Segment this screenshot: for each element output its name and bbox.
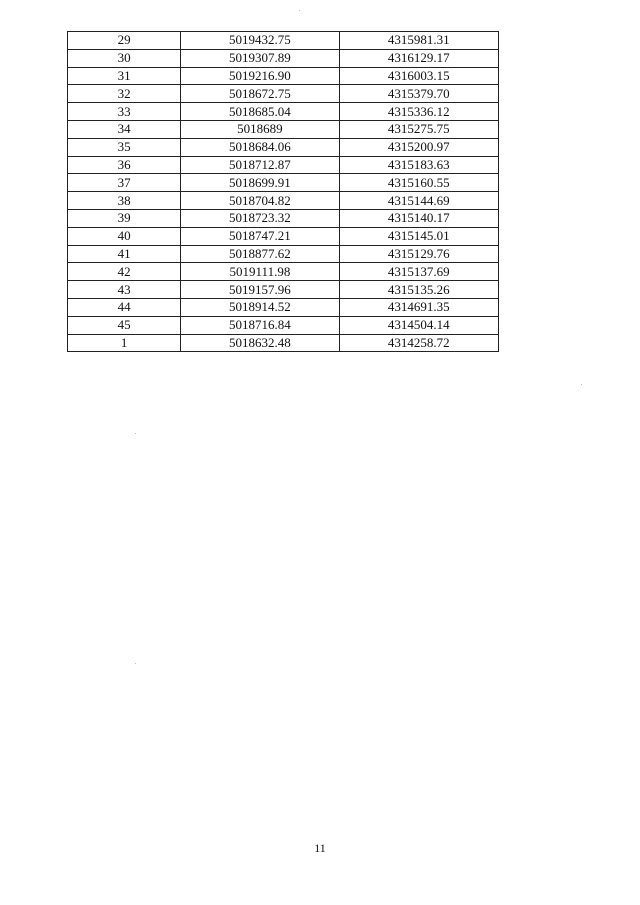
coordinates-table — [67, 31, 499, 352]
point-number-cell: 40 — [68, 227, 181, 245]
point-number-cell: 1 — [68, 334, 181, 352]
point-number-cell: 37 — [68, 174, 181, 192]
table-row — [68, 192, 499, 210]
x-coordinate-cell: 5018685.04 — [181, 103, 339, 121]
x-coordinate-cell: 5018672.75 — [181, 85, 339, 103]
table-row — [68, 49, 499, 67]
table-row — [68, 120, 499, 138]
table-row — [68, 316, 499, 334]
point-number-cell: 45 — [68, 316, 181, 334]
scan-speck — [135, 663, 136, 664]
table-row — [68, 32, 499, 50]
table-row — [68, 156, 499, 174]
x-coordinate-cell: 5018723.32 — [181, 209, 339, 227]
y-coordinate-cell: 4315135.26 — [339, 281, 498, 299]
y-coordinate-cell: 4316129.17 — [339, 49, 498, 67]
point-number-cell: 42 — [68, 263, 181, 281]
y-coordinate-cell: 4315160.55 — [339, 174, 498, 192]
scan-speck — [299, 10, 300, 11]
y-coordinate-cell: 4315140.17 — [339, 209, 498, 227]
table-row — [68, 174, 499, 192]
y-coordinate-cell: 4315200.97 — [339, 138, 498, 156]
point-number-cell: 31 — [68, 67, 181, 85]
x-coordinate-cell: 5018716.84 — [181, 316, 339, 334]
table-row — [68, 334, 499, 352]
page-number: 11 — [314, 841, 326, 855]
table-row — [68, 245, 499, 263]
table-row — [68, 298, 499, 316]
x-coordinate-cell: 5019157.96 — [181, 281, 339, 299]
scan-speck — [135, 433, 136, 434]
y-coordinate-cell: 4315275.75 — [339, 120, 498, 138]
coordinates-table-body — [68, 32, 499, 352]
x-coordinate-cell: 5019216.90 — [181, 67, 339, 85]
point-number-cell: 32 — [68, 85, 181, 103]
x-coordinate-cell: 5018632.48 — [181, 334, 339, 352]
table-row — [68, 209, 499, 227]
x-coordinate-cell: 5018684.06 — [181, 138, 339, 156]
scan-speck — [581, 384, 582, 385]
x-coordinate-cell: 5018914.52 — [181, 298, 339, 316]
point-number-cell: 35 — [68, 138, 181, 156]
x-coordinate-cell: 5018689 — [181, 120, 339, 138]
table-row — [68, 263, 499, 281]
x-coordinate-cell: 5019307.89 — [181, 49, 339, 67]
x-coordinate-cell: 5018704.82 — [181, 192, 339, 210]
x-coordinate-cell: 5018699.91 — [181, 174, 339, 192]
table-row — [68, 103, 499, 121]
y-coordinate-cell: 4316003.15 — [339, 67, 498, 85]
y-coordinate-cell: 4315981.31 — [339, 32, 498, 50]
y-coordinate-cell: 4315379.70 — [339, 85, 498, 103]
y-coordinate-cell: 4315145.01 — [339, 227, 498, 245]
table-row — [68, 67, 499, 85]
point-number-cell: 29 — [68, 32, 181, 50]
point-number-cell: 33 — [68, 103, 181, 121]
point-number-cell: 36 — [68, 156, 181, 174]
table-row — [68, 138, 499, 156]
y-coordinate-cell: 4315137.69 — [339, 263, 498, 281]
point-number-cell: 38 — [68, 192, 181, 210]
point-number-cell: 43 — [68, 281, 181, 299]
y-coordinate-cell: 4315129.76 — [339, 245, 498, 263]
x-coordinate-cell: 5018712.87 — [181, 156, 339, 174]
point-number-cell: 41 — [68, 245, 181, 263]
y-coordinate-cell: 4315336.12 — [339, 103, 498, 121]
table-row — [68, 281, 499, 299]
y-coordinate-cell: 4314258.72 — [339, 334, 498, 352]
x-coordinate-cell: 5018877.62 — [181, 245, 339, 263]
table-row — [68, 85, 499, 103]
point-number-cell: 30 — [68, 49, 181, 67]
point-number-cell: 39 — [68, 209, 181, 227]
x-coordinate-cell: 5018747.21 — [181, 227, 339, 245]
x-coordinate-cell: 5019111.98 — [181, 263, 339, 281]
point-number-cell: 34 — [68, 120, 181, 138]
point-number-cell: 44 — [68, 298, 181, 316]
x-coordinate-cell: 5019432.75 — [181, 32, 339, 50]
y-coordinate-cell: 4315144.69 — [339, 192, 498, 210]
y-coordinate-cell: 4314691.35 — [339, 298, 498, 316]
table-row — [68, 227, 499, 245]
y-coordinate-cell: 4315183.63 — [339, 156, 498, 174]
y-coordinate-cell: 4314504.14 — [339, 316, 498, 334]
